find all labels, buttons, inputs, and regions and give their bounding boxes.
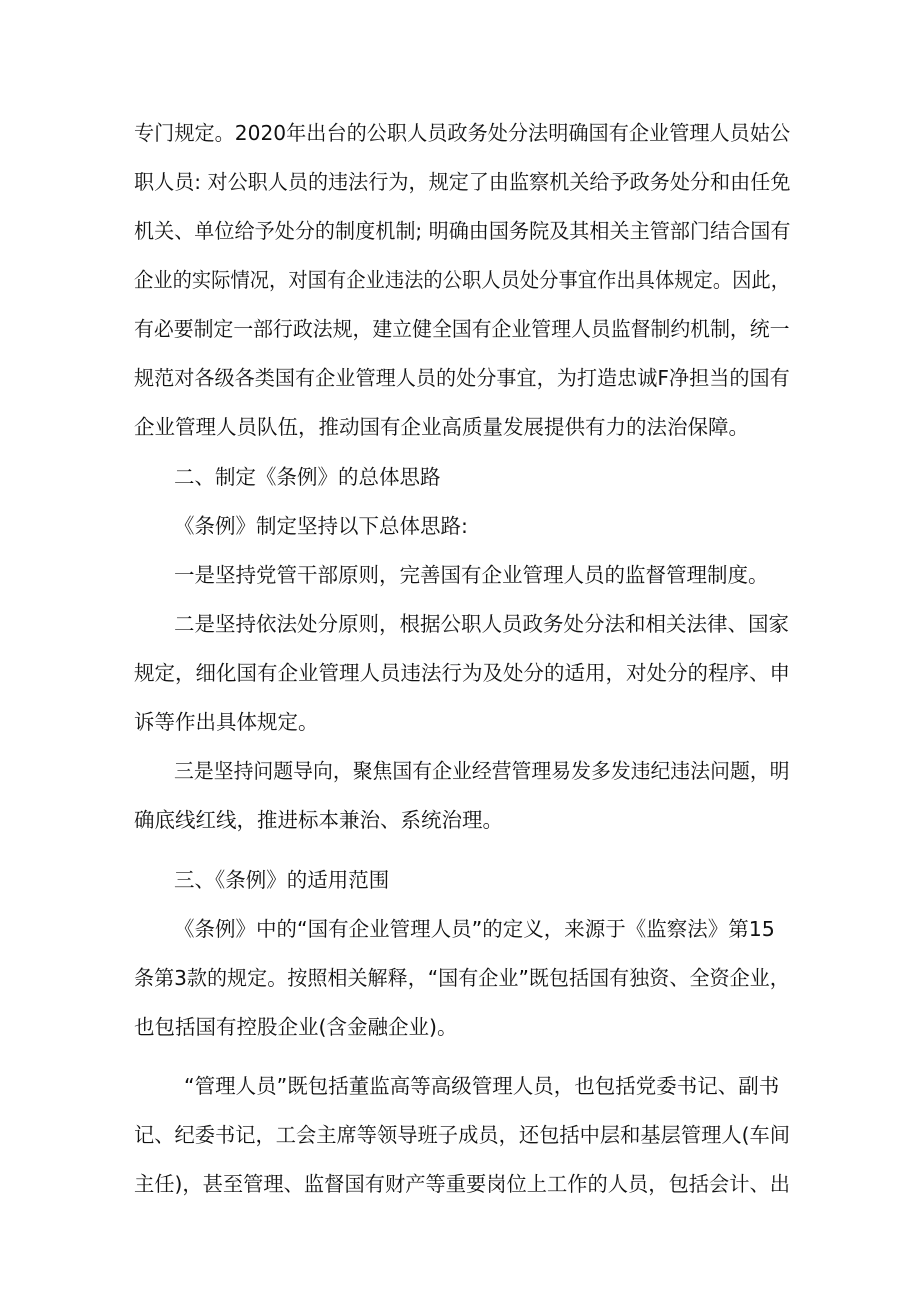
paragraph-line: 一是坚持党管干部原则，完善国有企业管理人员的监督管理制度。 [174, 563, 769, 587]
section-heading: 三、《条例》的适用范围 [174, 868, 390, 892]
paragraph-line: 《条例》中的“国有企业管理人员”的定义，来源于《监察法》第15 [174, 917, 775, 941]
paragraph-line: 条第3款的规定。按照相关解释，“国有企业”既包括国有独资、全资企业， [134, 966, 790, 990]
paragraph-line: 机关、单位给予处分的制度机制; 明确由国务院及其相关主管部门结合国有 [134, 219, 791, 243]
paragraph-line: 规范对各级各类国有企业管理人员的处分事宜，为打造忠诚F净担当的国有 [134, 366, 790, 390]
paragraph-line: 《条例》制定坚持以下总体思路: [174, 514, 468, 538]
paragraph-line: 规定，细化国有企业管理人员违法行为及处分的适用，对处分的程序、申 [134, 661, 790, 685]
paragraph-line: 确底线红线，推进标本兼治、系统治理。 [134, 808, 503, 832]
paragraph-line: 记、纪委书记，工会主席等领导班子成员，还包括中层和基层管理人(车间 [134, 1123, 791, 1147]
paragraph-line: 也包括国有控股企业(含金融企业)。 [134, 1015, 458, 1039]
paragraph-line: 有必要制定一部行政法规，建立健全国有企业管理人员监督制约机制，统一 [134, 317, 790, 341]
paragraph-line: 三是坚持问题导向，聚焦国有企业经营管理易发多发违纪违法问题，明 [174, 759, 790, 783]
paragraph-line: 职人员: 对公职人员的违法行为，规定了由监察机关给予政务处分和由任免 [134, 170, 791, 194]
paragraph-line: 企业管理人员队伍，推动国有企业高质量发展提供有力的法治保障。 [134, 415, 749, 439]
paragraph-line: 专门规定。2020年出台的公职人员政务处分法明确国有企业管理人员姑公 [134, 121, 791, 145]
paragraph-line: 企业的实际情况，对国有企业违法的公职人员处分事宜作出具体规定。因此， [134, 268, 791, 292]
paragraph-line: 二是坚持依法处分原则，根据公职人员政务处分法和相关法律、国家 [174, 612, 789, 636]
paragraph-line: 主任)，甚至管理、监督国有财产等重要岗位上工作的人员，包括会计、出 [134, 1172, 791, 1196]
paragraph-line: 诉等作出具体规定。 [134, 710, 319, 734]
paragraph-line: “管理人员”既包括董监高等高级管理人员，也包括党委书记、副书 [184, 1074, 780, 1098]
section-heading: 二、制定《条例》的总体思路 [174, 465, 441, 489]
